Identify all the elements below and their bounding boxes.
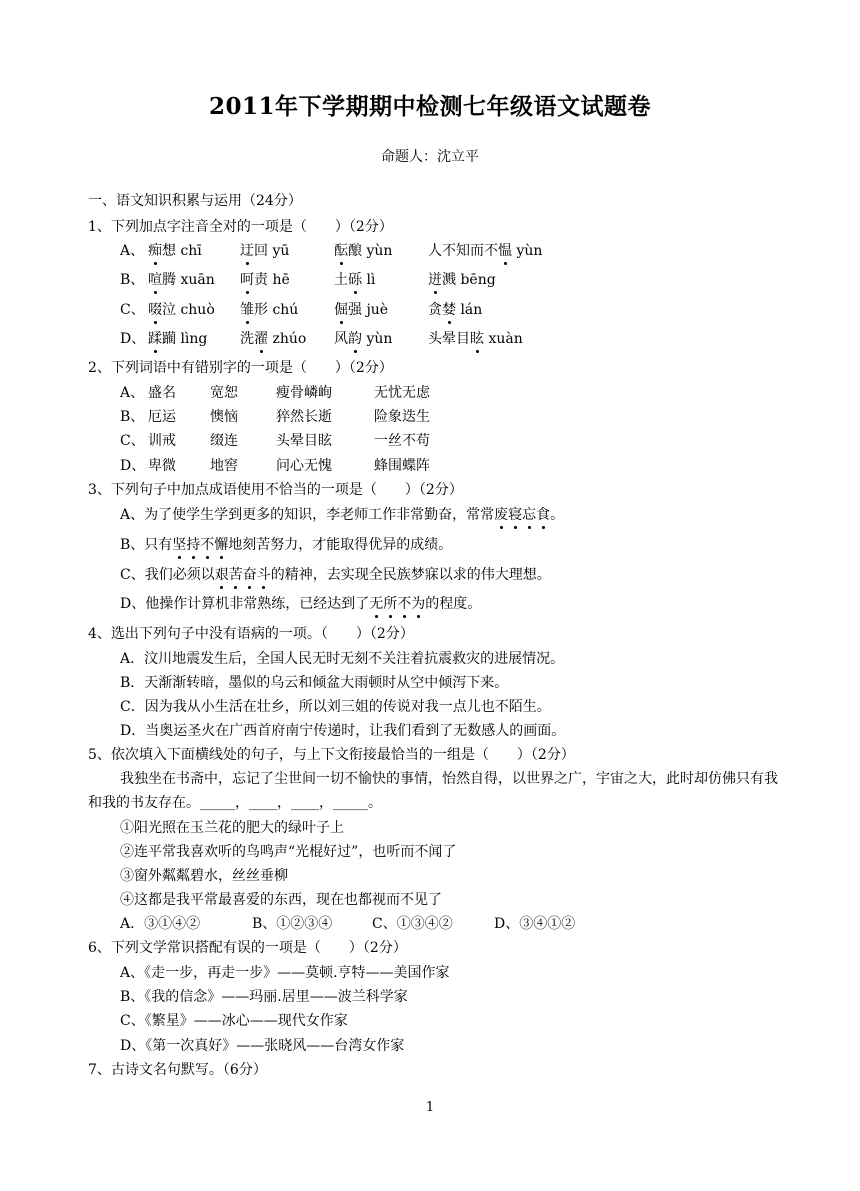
word-item: 训戒 bbox=[148, 433, 176, 449]
question-2-option-c bbox=[120, 432, 500, 450]
dotted-idiom bbox=[369, 596, 425, 612]
question-5-passage: 我独坐在书斋中，忘记了尘世间一切不愉快的事情，怡然自得，以世界之广，宇宙之大，此时却仿佛只有我和我的书友存在。_____，____，____，_____。 bbox=[88, 771, 778, 811]
option-label: B、 bbox=[120, 409, 145, 425]
dotted-char: 眩 bbox=[470, 331, 484, 347]
pinyin-item bbox=[240, 301, 298, 319]
dotted-char: 懈 bbox=[214, 537, 229, 553]
dotted-char: 食 bbox=[536, 507, 551, 523]
dotted-char: 坚 bbox=[172, 537, 187, 553]
dotted-char: 喧 bbox=[148, 272, 162, 288]
word-item: 地窖 bbox=[210, 458, 238, 474]
pinyin-item bbox=[334, 301, 388, 319]
question-3-option-c bbox=[120, 566, 551, 584]
item-suffix: 躏 lìng bbox=[162, 331, 208, 347]
item-suffix: 腾 xuān bbox=[162, 272, 215, 288]
item-suffix: xuàn bbox=[484, 331, 523, 347]
item-suffix: 酿 yùn bbox=[348, 243, 393, 259]
question-3-option-a bbox=[120, 506, 564, 524]
pinyin-item bbox=[428, 242, 542, 260]
question-2-option-b bbox=[120, 408, 500, 426]
dotted-char: 为 bbox=[411, 596, 426, 612]
item-prefix: 人不知而不 bbox=[428, 243, 498, 259]
dotted-char: 无 bbox=[369, 596, 384, 612]
question-5-choices bbox=[120, 915, 640, 933]
dotted-idiom bbox=[172, 537, 228, 553]
question-2-option-a bbox=[120, 384, 500, 402]
word-item: 宽恕 bbox=[210, 385, 238, 401]
item-suffix: 形 chú bbox=[254, 302, 299, 318]
question-7-stem: 7、古诗文名句默写。（6分） bbox=[88, 1062, 267, 1078]
word-item: 厄运 bbox=[148, 409, 176, 425]
pinyin-item bbox=[428, 301, 482, 319]
word-item: 盛名 bbox=[148, 385, 176, 401]
question-3-option-b bbox=[120, 536, 452, 554]
dotted-char: 愠 bbox=[498, 243, 512, 259]
dotted-char: 迸 bbox=[428, 272, 442, 288]
dotted-char: 忘 bbox=[522, 507, 537, 523]
dotted-char: 斗 bbox=[256, 567, 271, 583]
dotted-char: 濯 bbox=[254, 331, 268, 347]
dotted-char: 奋 bbox=[242, 567, 257, 583]
section-heading: 一、语文知识积累与运用（24分） bbox=[88, 193, 302, 209]
pinyin-item bbox=[148, 330, 207, 348]
pinyin-item bbox=[334, 271, 375, 289]
dotted-char: 寝 bbox=[508, 507, 523, 523]
option-label: A、 bbox=[120, 243, 145, 259]
question-4-option-b: B．天渐渐转暗，墨似的乌云和倾盆大雨顿时从空中倾泻下来。 bbox=[120, 675, 509, 691]
item-suffix: yùn bbox=[512, 243, 543, 259]
dotted-char: 酝 bbox=[334, 243, 348, 259]
sentence-suffix: 。 bbox=[550, 507, 565, 523]
word-item: 懊恼 bbox=[210, 409, 238, 425]
question-6-option-a: A、《走一步，再走一步》——莫顿.亨特——美国作家 bbox=[120, 965, 450, 981]
word-item: 猝然长逝 bbox=[276, 409, 332, 425]
word-item: 卑微 bbox=[148, 458, 176, 474]
pinyin-item bbox=[334, 242, 392, 260]
question-5-sentence-2: ②连平常我喜欢听的鸟鸣声“光棍好过”，也听而不闻了 bbox=[120, 844, 457, 860]
question-4-option-a: A．汶川地震发生后，全国人民无时无刻不关注着抗震救灾的进展情况。 bbox=[120, 651, 565, 667]
item-suffix: lán bbox=[456, 302, 483, 318]
sentence-prefix: C、我们必须以 bbox=[120, 567, 215, 583]
dotted-char: 砾 bbox=[348, 272, 362, 288]
dotted-char: 婪 bbox=[442, 302, 456, 318]
item-suffix: 回 yū bbox=[254, 243, 290, 259]
item-prefix: 洗 bbox=[240, 331, 254, 347]
pinyin-item bbox=[428, 271, 496, 289]
word-item: 瘦骨嶙峋 bbox=[276, 385, 332, 401]
question-3-stem: 3、下列句子中加点成语使用不恰当的一项是（ ）（2分） bbox=[88, 482, 463, 498]
question-4-stem: 4、选出下列句子中没有语病的一项。（ ）（2分） bbox=[88, 626, 414, 642]
question-5-choice-a: A．③①④② bbox=[120, 916, 201, 932]
item-suffix: 溅 bēng bbox=[442, 272, 496, 288]
sentence-prefix: B、只有 bbox=[120, 537, 173, 553]
pinyin-item bbox=[240, 330, 306, 348]
question-5-choice-c: C、①③④② bbox=[372, 916, 453, 932]
item-suffix: 泣 chuò bbox=[162, 302, 215, 318]
word-item: 缀连 bbox=[210, 433, 238, 449]
item-prefix: 贪 bbox=[428, 302, 442, 318]
option-label: D、 bbox=[120, 331, 146, 347]
dotted-char: 艰 bbox=[214, 567, 229, 583]
pinyin-item bbox=[240, 271, 290, 289]
author-line: 命题人：沈立平 bbox=[381, 149, 479, 165]
question-2-option-d bbox=[120, 457, 500, 475]
question-5-choice-d: D、③④①② bbox=[494, 916, 576, 932]
dotted-char: 苦 bbox=[228, 567, 243, 583]
question-1-option-d bbox=[120, 330, 580, 348]
page-number: 1 bbox=[425, 1100, 435, 1115]
option-label: A、 bbox=[120, 385, 145, 401]
item-suffix: zhúo bbox=[268, 331, 307, 347]
dotted-char: 雏 bbox=[240, 302, 254, 318]
question-6-option-b: B、《我的信念》——玛丽.居里——波兰科学家 bbox=[120, 989, 408, 1005]
item-suffix: 责 hē bbox=[254, 272, 290, 288]
question-6-option-d: D、《第一次真好》——张晓风——台湾女作家 bbox=[120, 1038, 405, 1054]
question-4-option-c: C．因为我从小生活在壮乡，所以刘三姐的传说对我一点儿也不陌生。 bbox=[120, 699, 551, 715]
item-suffix: 强 juè bbox=[348, 302, 389, 318]
option-label: C、 bbox=[120, 302, 145, 318]
item-suffix: yùn bbox=[362, 331, 393, 347]
dotted-char: 呵 bbox=[240, 272, 254, 288]
question-5-sentence-3: ③窗外粼粼碧水，丝丝垂柳 bbox=[120, 868, 288, 884]
sentence-prefix: A、为了使学生学到更多的知识，李老师工作非常勤奋，常常 bbox=[120, 507, 495, 523]
dotted-char: 倔 bbox=[334, 302, 348, 318]
pinyin-item bbox=[334, 330, 392, 348]
dotted-char: 迂 bbox=[240, 243, 254, 259]
pinyin-item bbox=[148, 271, 215, 289]
pinyin-item bbox=[240, 242, 289, 260]
dotted-char: 痴 bbox=[148, 243, 162, 259]
question-6-option-c: C、《繁星》——冰心——现代女作家 bbox=[120, 1013, 348, 1029]
sentence-suffix: 的精神，去实现全民族梦寐以求的伟大理想。 bbox=[270, 567, 551, 583]
pinyin-item bbox=[428, 330, 523, 348]
question-2-stem: 2、下列词语中有错别字的一项是（ ）（2分） bbox=[88, 360, 393, 376]
question-1-option-b bbox=[120, 271, 580, 289]
dotted-char: 所 bbox=[383, 596, 398, 612]
word-item: 头晕目眩 bbox=[276, 433, 332, 449]
question-1-stem: 1、下列加点字注音全对的一项是（ ）（2分） bbox=[88, 219, 393, 235]
dotted-char: 持 bbox=[186, 537, 201, 553]
sentence-suffix: 的程度。 bbox=[425, 596, 482, 612]
item-prefix: 土 bbox=[334, 272, 348, 288]
item-suffix: lì bbox=[362, 272, 376, 288]
option-label: B、 bbox=[120, 272, 145, 288]
question-5-stem: 5、依次填入下面横线处的句子，与上下文衔接最恰当的一组是（ ）（2分） bbox=[88, 747, 575, 763]
word-item: 无忧无虑 bbox=[374, 385, 430, 401]
dotted-idiom bbox=[215, 567, 271, 583]
word-item: 蜂围蝶阵 bbox=[374, 458, 430, 474]
option-label: D、 bbox=[120, 458, 146, 474]
item-prefix: 头晕目 bbox=[428, 331, 470, 347]
question-5-sentence-1: ①阳光照在玉兰花的肥大的绿叶子上 bbox=[120, 820, 344, 836]
item-suffix: 想 chī bbox=[162, 243, 202, 259]
dotted-char: 韵 bbox=[348, 331, 362, 347]
option-label: C、 bbox=[120, 433, 145, 449]
word-item: 险象迭生 bbox=[374, 409, 430, 425]
dotted-char: 废 bbox=[494, 507, 509, 523]
question-6-stem: 6、下列文学常识搭配有误的一项是（ ）（2分） bbox=[88, 940, 407, 956]
dotted-char: 啜 bbox=[148, 302, 162, 318]
pinyin-item bbox=[148, 242, 202, 260]
dotted-idiom bbox=[494, 507, 550, 523]
question-1-option-c bbox=[120, 301, 580, 319]
dotted-char: 不 bbox=[397, 596, 412, 612]
page-title: 2011年下学期期中检测七年级语文试题卷 bbox=[208, 93, 651, 120]
pinyin-item bbox=[148, 301, 215, 319]
word-item: 问心无愧 bbox=[276, 458, 332, 474]
question-5-sentence-4: ④这都是我平常最喜爱的东西，现在也都视而不见了 bbox=[120, 892, 442, 908]
question-1-option-a bbox=[120, 242, 580, 260]
question-4-option-d: D．当奥运圣火在广西首府南宁传递时，让我们看到了无数感人的画面。 bbox=[120, 723, 566, 739]
item-prefix: 风 bbox=[334, 331, 348, 347]
dotted-char: 不 bbox=[200, 537, 215, 553]
sentence-prefix: D、他操作计算机非常熟练，已经达到了 bbox=[120, 596, 370, 612]
question-3-option-d bbox=[120, 595, 481, 613]
dotted-char: 蹂 bbox=[148, 331, 162, 347]
sentence-suffix: 地刻苦努力，才能取得优异的成绩。 bbox=[228, 537, 453, 553]
word-item: 一丝不苟 bbox=[374, 433, 430, 449]
question-5-choice-b: B、①②③④ bbox=[252, 916, 333, 932]
